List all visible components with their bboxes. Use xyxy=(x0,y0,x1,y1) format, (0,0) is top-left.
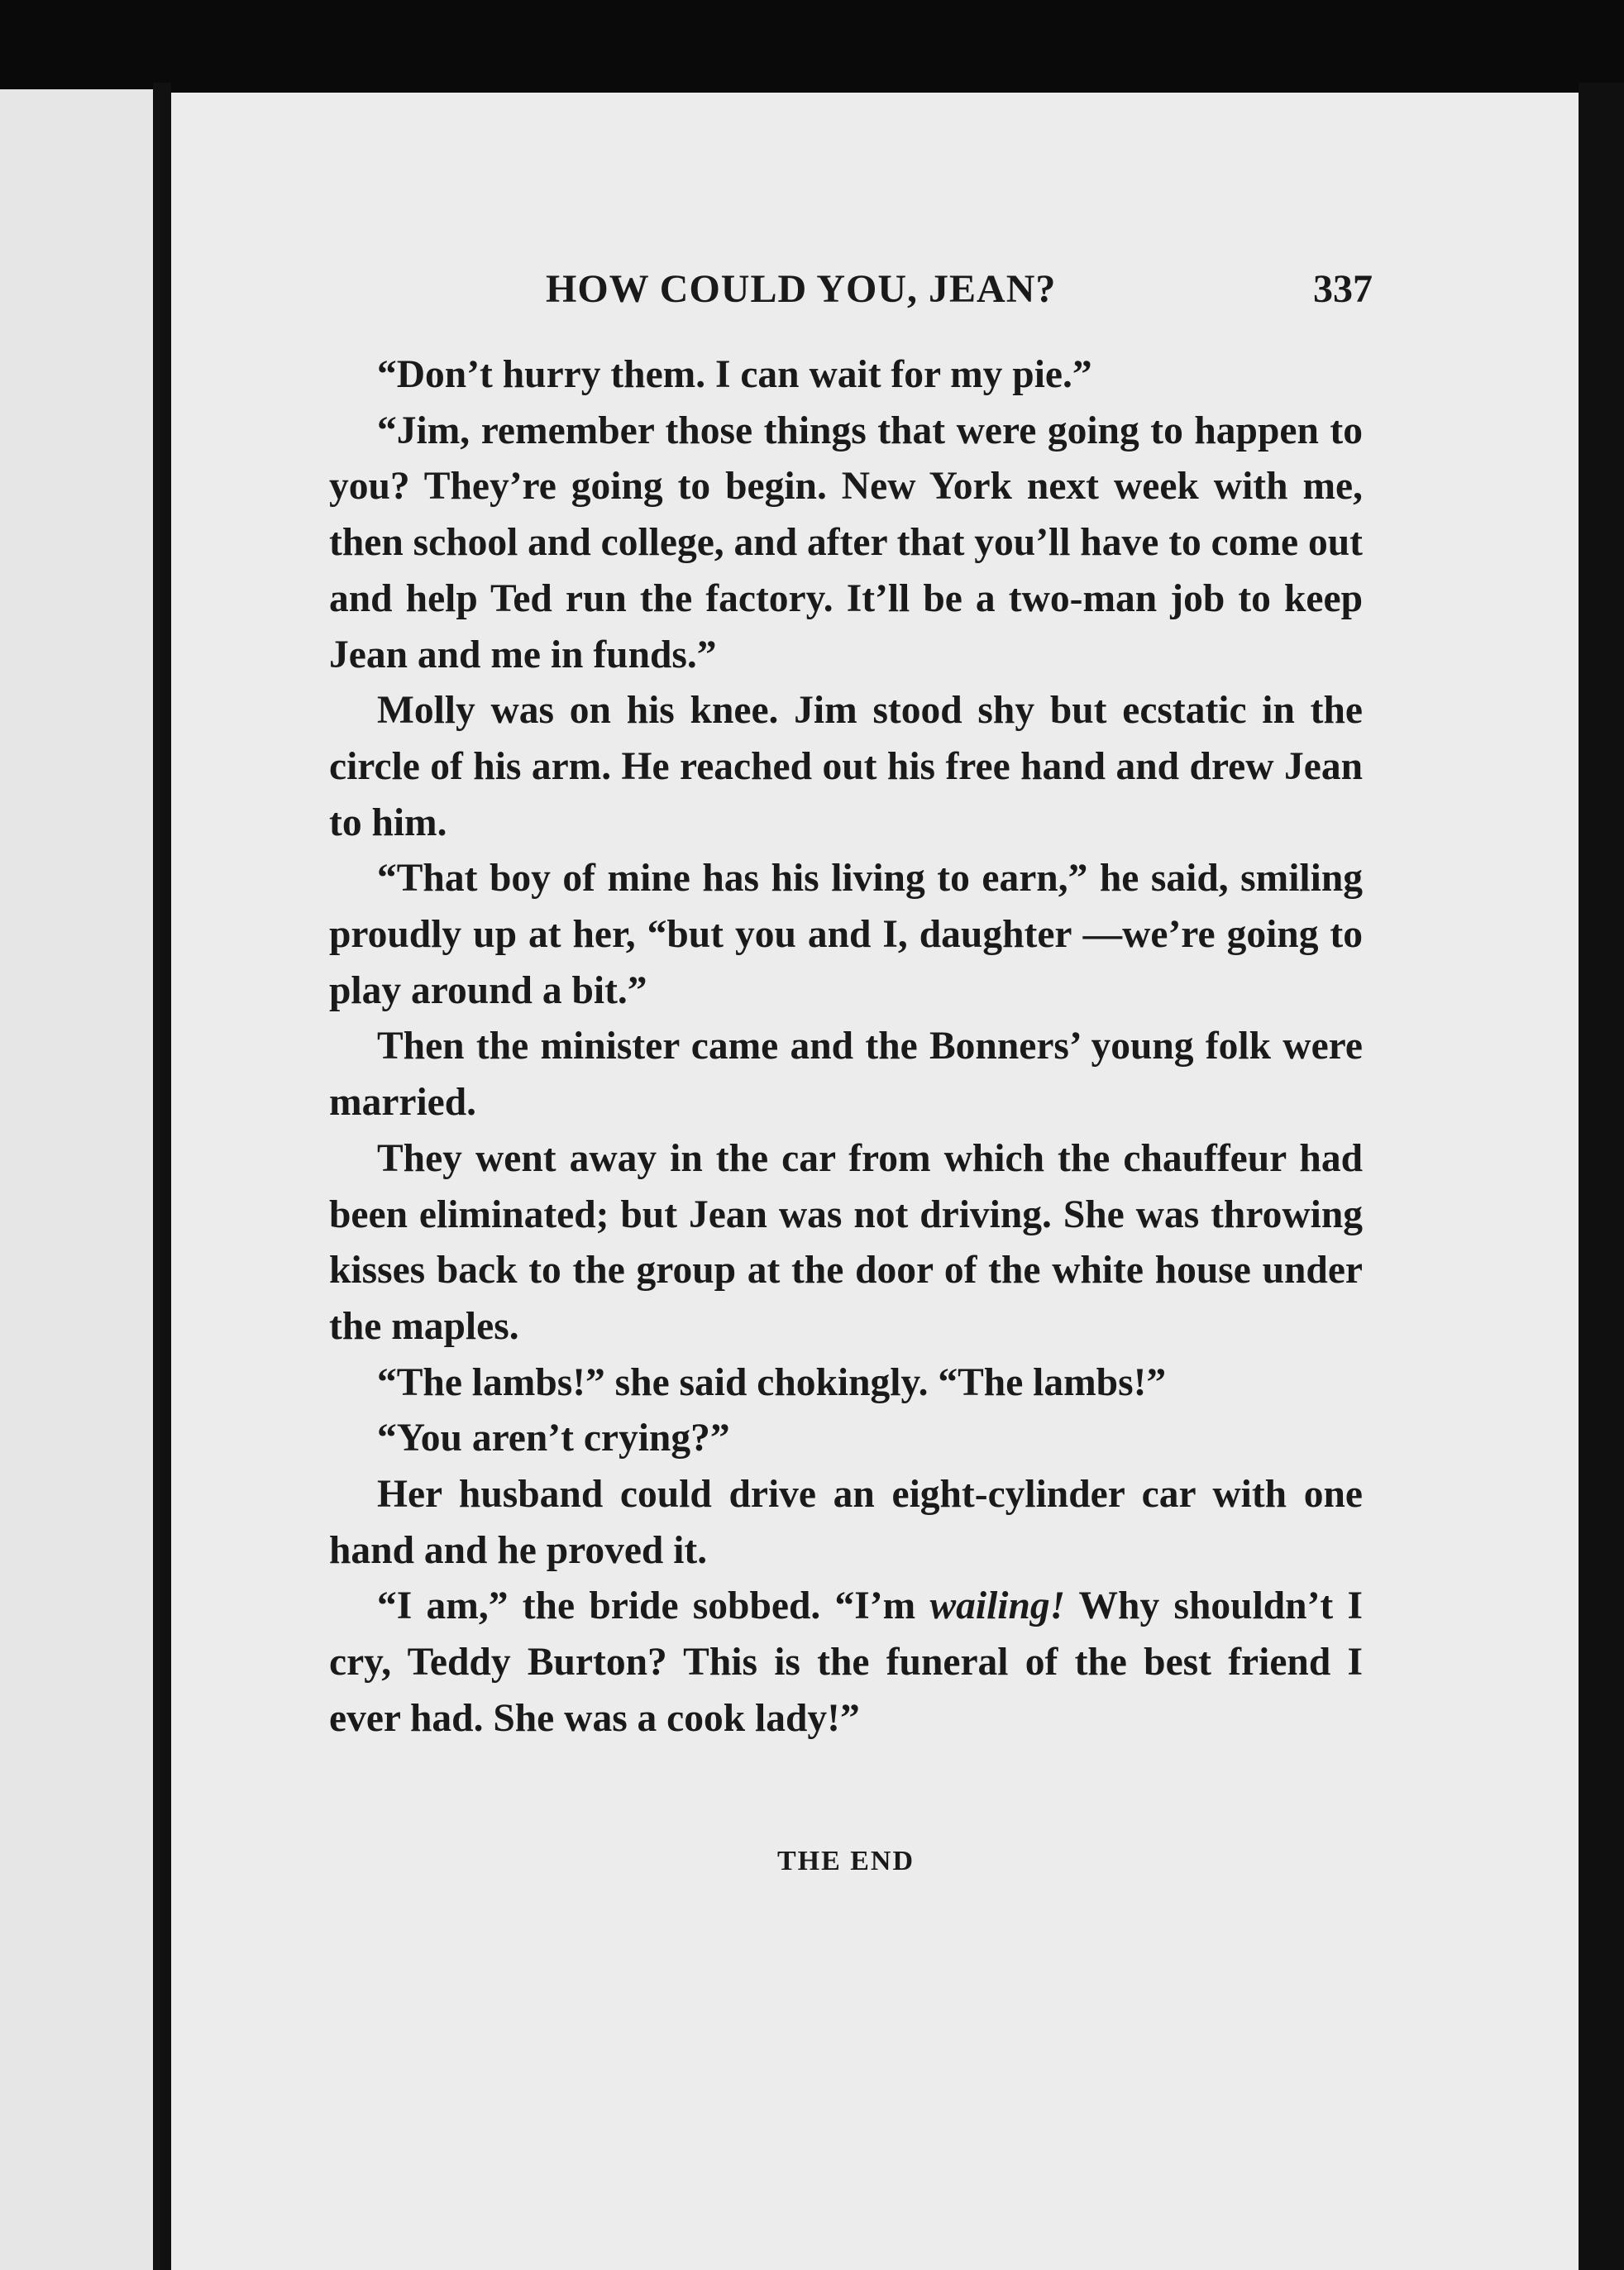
paragraph: “You aren’t crying?” xyxy=(377,1417,730,1460)
final-paragraph-start: “I am,” the bride sobbed. “I’m xyxy=(377,1584,930,1628)
book-gutter xyxy=(153,83,171,2270)
previous-page-edge xyxy=(0,89,153,2270)
paragraph: Then the minister came and the Bonners’ young folk were married. xyxy=(329,1025,1363,1125)
final-paragraph-end: Why shouldn’t I cry, Teddy Burton? This is the funeral of the best friend I ever had. She was a cook lady!” xyxy=(329,1584,1363,1740)
paragraph: Molly was on his knee. Jim stood shy but ecstatic in the circle of his arm. He reached out his free hand and drew Jean to him. xyxy=(329,689,1363,844)
paragraph: Her husband could drive an eight-cylinder car with one hand and he proved it. xyxy=(329,1473,1363,1572)
final-paragraph xyxy=(329,1579,1363,1747)
paragraph: “Don’t hurry them. I can wait for my pie.” xyxy=(377,353,1092,396)
running-head: HOW COULD YOU, JEAN? xyxy=(546,267,1057,311)
paragraph: They went away in the car from which the chauffeur had been eliminated; but Jean was not driving. She was throwing kisses back to the group at the door of the white house under the maples. xyxy=(329,1136,1363,1348)
the-end-label: THE END xyxy=(776,1846,915,1876)
emphasized-word: wailing! xyxy=(929,1584,1066,1628)
paragraph: “Jim, remember those things that were going to happen to you? They’re going to begin. New York next week with me, then school and college, and after that you’ll have to come out and help Ted run the factory. It’ll be a two-man job to keep Jean and me in funds.” xyxy=(329,409,1363,676)
body-text xyxy=(329,347,1363,1747)
page-number: 337 xyxy=(1313,267,1373,311)
scan-border-right xyxy=(1579,83,1624,2270)
paragraph: “The lambs!” she said chokingly. “The lambs!” xyxy=(377,1360,1167,1404)
page-header xyxy=(546,266,1373,332)
paragraph: “That boy of mine has his living to earn,” he said, smiling proudly up at her, “but you and I, daughter —we’re going to play around a bit.” xyxy=(329,857,1363,1012)
